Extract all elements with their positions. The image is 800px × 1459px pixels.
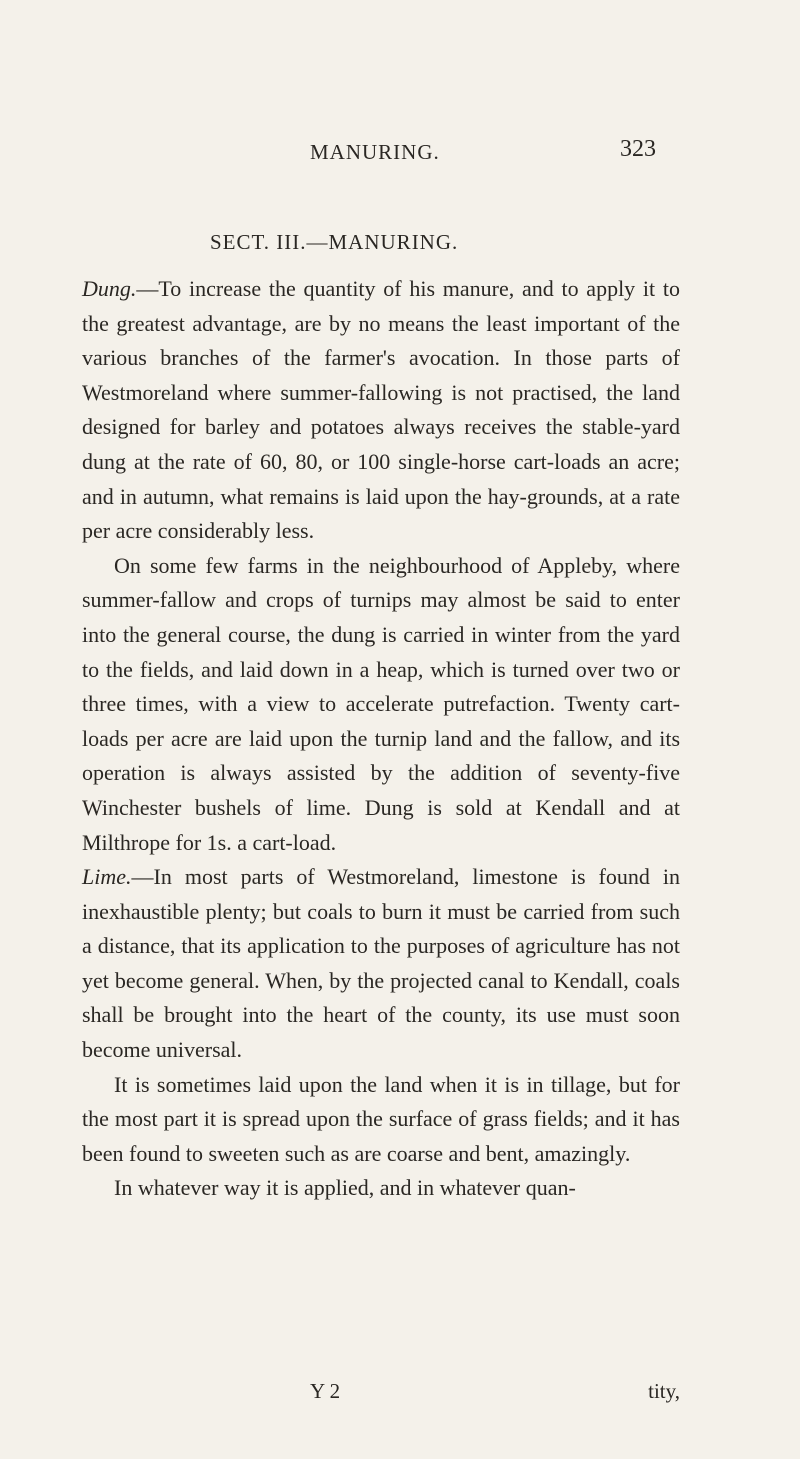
paragraph-text: —To increase the quantity of his manure, and to apply it to the greatest advantage, are by no means the least important of the various branches of the farmer's avocation. In those parts of Westmoreland where summer-fallowing is not practised, the land designed for barley and potatoes always receives the stable-yard dung at the rate of 60, 80, or 100 single-horse cart-loads an acre; and in autumn, what remains is laid upon the hay-grounds, at a rate per acre considerably less. — [82, 276, 680, 544]
paragraph-text: It is sometimes laid upon the land when it is in tillage, but for the most part it is spread upon the surface of grass fields; and it has been found to sweeten such as are coarse and bent, amazingly. — [82, 1071, 680, 1166]
signature-mark: Y 2 — [310, 1379, 341, 1403]
page-number: 323 — [620, 136, 656, 162]
paragraph-lead: Dung. — [82, 276, 137, 301]
paragraph-whatever — [82, 1171, 680, 1206]
section-heading: SECT. III.—MANURING. — [210, 230, 459, 254]
body-text — [82, 272, 680, 1206]
paragraph-dung — [82, 272, 680, 549]
paragraph-appleby — [82, 549, 680, 860]
paragraph-lead: Lime. — [82, 864, 132, 890]
paragraph-text: —In most parts of Westmoreland, limestone is found in inexhaustible plenty; but coals to burn it must be carried from such a distance, that its application to the purposes of agriculture has not yet become general. When, by the projected canal to Kendall, coals shall be brought into the heart of the county, its use must soon become universal. — [82, 864, 680, 1063]
paragraph-tillage — [82, 1068, 680, 1172]
paragraph-text: On some few farms in the neighbourhood of Appleby, where summer-fallow and crops of turnips may almost be said to enter into the general course, the dung is carried in winter from the yard to the fields, and laid down in a heap, which is turned over two or three times, with a view to accelerate putrefaction. Twenty cart-loads per acre are laid upon the turnip land and the fallow, and its operation is always assisted by the addition of seventy-five Winchester bushels of lime. Dung is sold at Kendall and at Milthrope for 1s. a cart-load. — [82, 552, 680, 855]
paragraph-text: In whatever way it is applied, and in whatever quan- — [114, 1175, 576, 1201]
catchword: tity, — [648, 1379, 680, 1403]
running-head: MANURING. — [310, 140, 440, 164]
footer-row — [82, 1379, 680, 1413]
paragraph-lime — [82, 860, 680, 1068]
